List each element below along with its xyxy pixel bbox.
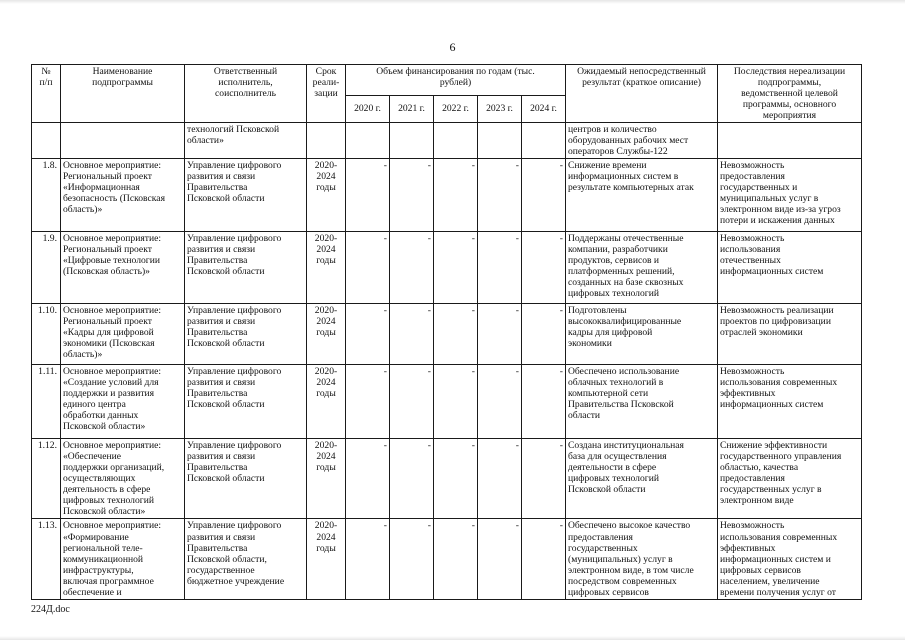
table-row — [32, 232, 862, 304]
cell-name: Основное мероприятие: Региональный проект «Информационная безопасность (Псковская область)» — [61, 159, 185, 232]
cell-term: 2020- 2024 годы — [307, 365, 346, 439]
cell-term: 2020- 2024 годы — [307, 519, 346, 599]
cell-result: Обеспечено высокое качество предоставления государственных (муниципальных) услуг в электронном виде, в том числе посредством современных цифровых сервисов — [566, 519, 718, 599]
cell-fin: - — [346, 439, 390, 519]
cell-executor: Управление цифрового развития и связи Правительства Псковской области — [185, 365, 307, 439]
cell-num: 1.8. — [32, 159, 61, 232]
scan-top-edge — [0, 0, 905, 4]
cell-fin — [434, 123, 478, 159]
header-executor: Ответственный исполнитель, соисполнитель — [185, 65, 307, 123]
cell-fin: - — [434, 232, 478, 304]
cell-fin: - — [478, 159, 522, 232]
header-result: Ожидаемый непосредственный результат (краткое описание) — [566, 65, 718, 123]
cell-fin: - — [478, 304, 522, 365]
table-body — [32, 123, 862, 600]
cell-fin: - — [434, 365, 478, 439]
cell-fin: - — [346, 159, 390, 232]
cell-fin: - — [522, 232, 566, 304]
table-row — [32, 159, 862, 232]
cell-consequences: Невозможность использования современных эффективных информационных систем и цифровых сервисов населением, увеличение времени получения услуг от — [718, 519, 862, 599]
cell-fin: - — [434, 304, 478, 365]
cell-num — [32, 123, 61, 159]
cell-fin: - — [390, 232, 434, 304]
cell-executor: Управление цифрового развития и связи Правительства Псковской области — [185, 159, 307, 232]
cell-fin: - — [346, 519, 390, 599]
table-row — [32, 304, 862, 365]
cell-consequences: Снижение эффективности государственного управления областью, качества предоставления государственных услуг в электронном виде — [718, 439, 862, 519]
cell-consequences — [718, 123, 862, 159]
cell-term — [307, 123, 346, 159]
cell-term: 2020- 2024 годы — [307, 304, 346, 365]
page-number: 6 — [449, 40, 456, 54]
cell-fin: - — [522, 159, 566, 232]
cell-name — [61, 123, 185, 159]
cell-executor: Управление цифрового развития и связи Правительства Псковской области, государственное бюджетное учреждение — [185, 519, 307, 599]
cell-name: Основное мероприятие: Региональный проект «Кадры для цифровой экономики (Псковская область)» — [61, 304, 185, 365]
cell-num: 1.11. — [32, 365, 61, 439]
cell-fin: - — [390, 439, 434, 519]
cell-fin: - — [346, 304, 390, 365]
table-row — [32, 519, 862, 599]
cell-fin: - — [434, 519, 478, 599]
header-consequences: Последствия нереализации подпрограммы, ведомственной целевой программы, основного мероприятия — [718, 65, 862, 123]
cell-result: Подготовлены высококвалифицированные кадры для цифровой экономики — [566, 304, 718, 365]
cell-fin: - — [390, 159, 434, 232]
cell-fin: - — [434, 159, 478, 232]
cell-fin: - — [522, 365, 566, 439]
table-row — [32, 365, 862, 439]
header-term: Срок реали- зации — [307, 65, 346, 123]
cell-fin: - — [478, 232, 522, 304]
cell-executor: Управление цифрового развития и связи Правительства Псковской области — [185, 304, 307, 365]
cell-term: 2020- 2024 годы — [307, 439, 346, 519]
cell-fin — [390, 123, 434, 159]
cell-executor: технологий Псковской области» — [185, 123, 307, 159]
cell-consequences: Невозможность реализации проектов по цифровизации отраслей экономики — [718, 304, 862, 365]
cell-result: Снижение времени информационных систем в результате компьютерных атак — [566, 159, 718, 232]
cell-fin: - — [522, 304, 566, 365]
cell-fin: - — [522, 439, 566, 519]
cell-result: Обеспечено использование облачных технологий в компьютерной сети Правительства Псковской области — [566, 365, 718, 439]
cell-fin: - — [478, 365, 522, 439]
cell-consequences: Невозможность использования отечественных информационных систем — [718, 232, 862, 304]
header-year-2020: 2020 г. — [346, 95, 390, 123]
cell-num: 1.9. — [32, 232, 61, 304]
cell-name: Основное мероприятие: Региональный проект «Цифровые технологии (Псковская область)» — [61, 232, 185, 304]
table-header — [32, 65, 862, 123]
table-row-continuation — [32, 123, 862, 159]
cell-term: 2020- 2024 годы — [307, 232, 346, 304]
cell-fin: - — [346, 232, 390, 304]
cell-fin: - — [390, 365, 434, 439]
cell-fin: - — [522, 519, 566, 599]
cell-fin: - — [434, 439, 478, 519]
header-name: Наименование подпрограммы — [61, 65, 185, 123]
cell-name: Основное мероприятие: «Обеспечение поддержки организаций, осуществляющих деятельность в сфере цифровых технологий Псковской области» — [61, 439, 185, 519]
cell-num: 1.12. — [32, 439, 61, 519]
cell-name: Основное мероприятие: «Создание условий для поддержки и развития единого центра обработки данных Псковской области» — [61, 365, 185, 439]
header-year-2024: 2024 г. — [522, 95, 566, 123]
cell-fin: - — [346, 365, 390, 439]
cell-executor: Управление цифрового развития и связи Правительства Псковской области — [185, 439, 307, 519]
cell-consequences: Невозможность предоставления государственных и муниципальных услуг в электронном виде из-за угроз потери и искажения данных — [718, 159, 862, 232]
header-year-2023: 2023 г. — [478, 95, 522, 123]
file-name-footer: 224Д.doc — [31, 604, 70, 615]
scan-bottom-edge — [0, 636, 905, 640]
cell-fin — [522, 123, 566, 159]
program-table — [31, 64, 862, 600]
cell-executor: Управление цифрового развития и связи Правительства Псковской области — [185, 232, 307, 304]
header-year-2022: 2022 г. — [434, 95, 478, 123]
cell-fin: - — [390, 304, 434, 365]
cell-fin: - — [478, 439, 522, 519]
header-funding: Объем финансирования по годам (тыс. рублей) — [346, 65, 566, 96]
cell-fin — [478, 123, 522, 159]
table-row — [32, 439, 862, 519]
cell-result: Поддержаны отечественные компании, разработчики продуктов, сервисов и платформенных решений, созданных на базе сквозных цифровых технологий — [566, 232, 718, 304]
header-num: № п/п — [32, 65, 61, 123]
cell-term: 2020- 2024 годы — [307, 159, 346, 232]
cell-num: 1.10. — [32, 304, 61, 365]
cell-result: Создана институциональная база для осуществления деятельности в сфере цифровых технологий Псковской области — [566, 439, 718, 519]
cell-result: центров и количество оборудованных рабочих мест операторов Службы-122 — [566, 123, 718, 159]
cell-fin: - — [390, 519, 434, 599]
header-year-2021: 2021 г. — [390, 95, 434, 123]
cell-num: 1.13. — [32, 519, 61, 599]
cell-consequences: Невозможность использования современных эффективных информационных систем — [718, 365, 862, 439]
cell-fin: - — [478, 519, 522, 599]
cell-name: Основное мероприятие: «Формирование региональной теле- коммуникационной инфраструктуры, включая программное обеспечение и — [61, 519, 185, 599]
cell-fin — [346, 123, 390, 159]
